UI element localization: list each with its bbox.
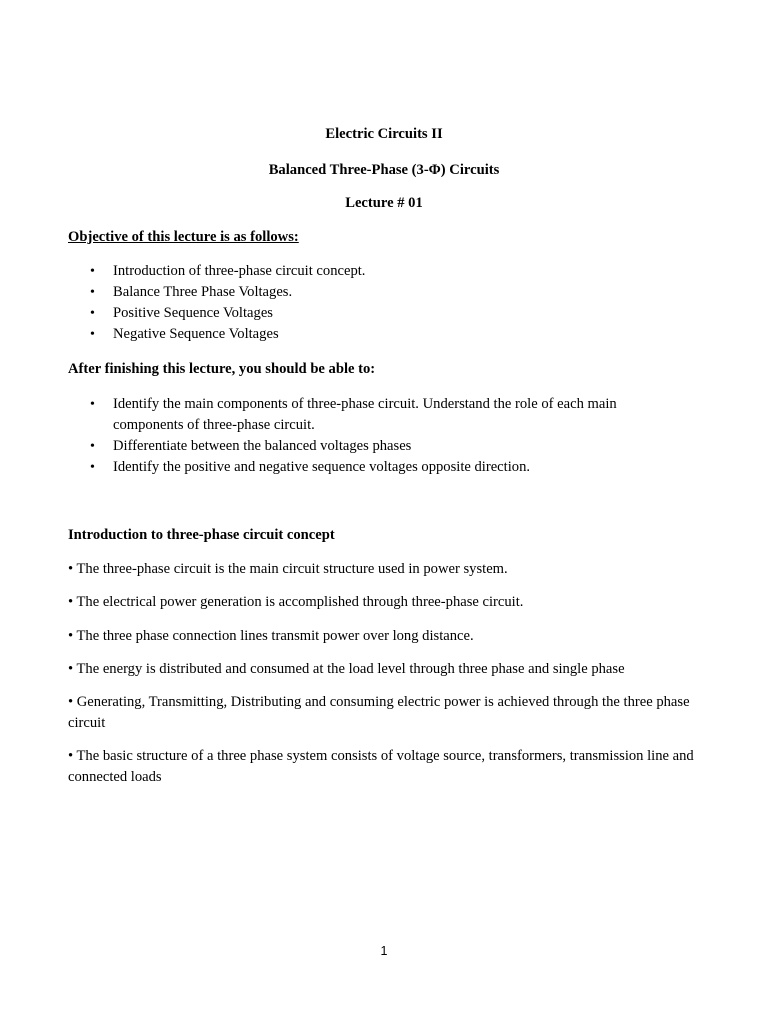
topic-title: Balanced Three-Phase (3-Φ) Circuits xyxy=(268,162,500,178)
bullet-icon: • xyxy=(90,439,95,454)
intro-paragraph: • The energy is distributed and consumed at the load level through three phase and single phase xyxy=(68,661,625,677)
objectives-heading: Objective of this lecture is as follows: xyxy=(68,229,299,245)
lecture-number: Lecture # 01 xyxy=(345,195,423,211)
list-item: • Identify the positive and negative sequence voltages opposite direction. xyxy=(68,457,668,478)
list-item: • Negative Sequence Voltages xyxy=(68,324,708,345)
intro-paragraph: • The three phase connection lines transmit power over long distance. xyxy=(68,628,474,644)
outcomes-list xyxy=(68,394,668,478)
bullet-icon: • xyxy=(90,327,95,342)
bullet-icon: • xyxy=(90,264,95,279)
intro-paragraph: • Generating, Transmitting, Distributing and consuming electric power is achieved through the three phase circuit xyxy=(68,694,690,731)
outcomes-heading: After finishing this lecture, you should be able to: xyxy=(68,361,376,377)
page-number: 1 xyxy=(380,944,388,958)
intro-paragraph: • The basic structure of a three phase system consists of voltage source, transformers, transmission line and connected loads xyxy=(68,748,694,785)
list-item: • Balance Three Phase Voltages. xyxy=(68,282,708,303)
bullet-icon: • xyxy=(90,397,95,412)
list-item: • Differentiate between the balanced voltages phases xyxy=(68,436,668,457)
bullet-icon: • xyxy=(90,460,95,475)
bullet-icon: • xyxy=(90,285,95,300)
intro-paragraph: • The three-phase circuit is the main circuit structure used in power system. xyxy=(68,561,508,577)
introduction-heading: Introduction to three-phase circuit concept xyxy=(68,527,335,543)
list-item: • Positive Sequence Voltages xyxy=(68,303,708,324)
list-item: • Introduction of three-phase circuit concept. xyxy=(68,261,708,282)
course-title: Electric Circuits II xyxy=(325,126,443,142)
bullet-icon: • xyxy=(90,306,95,321)
intro-paragraph: • The electrical power generation is accomplished through three-phase circuit. xyxy=(68,594,524,610)
objectives-list xyxy=(68,261,708,345)
list-item: • Identify the main components of three-phase circuit. Understand the role of each main components of three-phase circuit. xyxy=(90,396,617,433)
